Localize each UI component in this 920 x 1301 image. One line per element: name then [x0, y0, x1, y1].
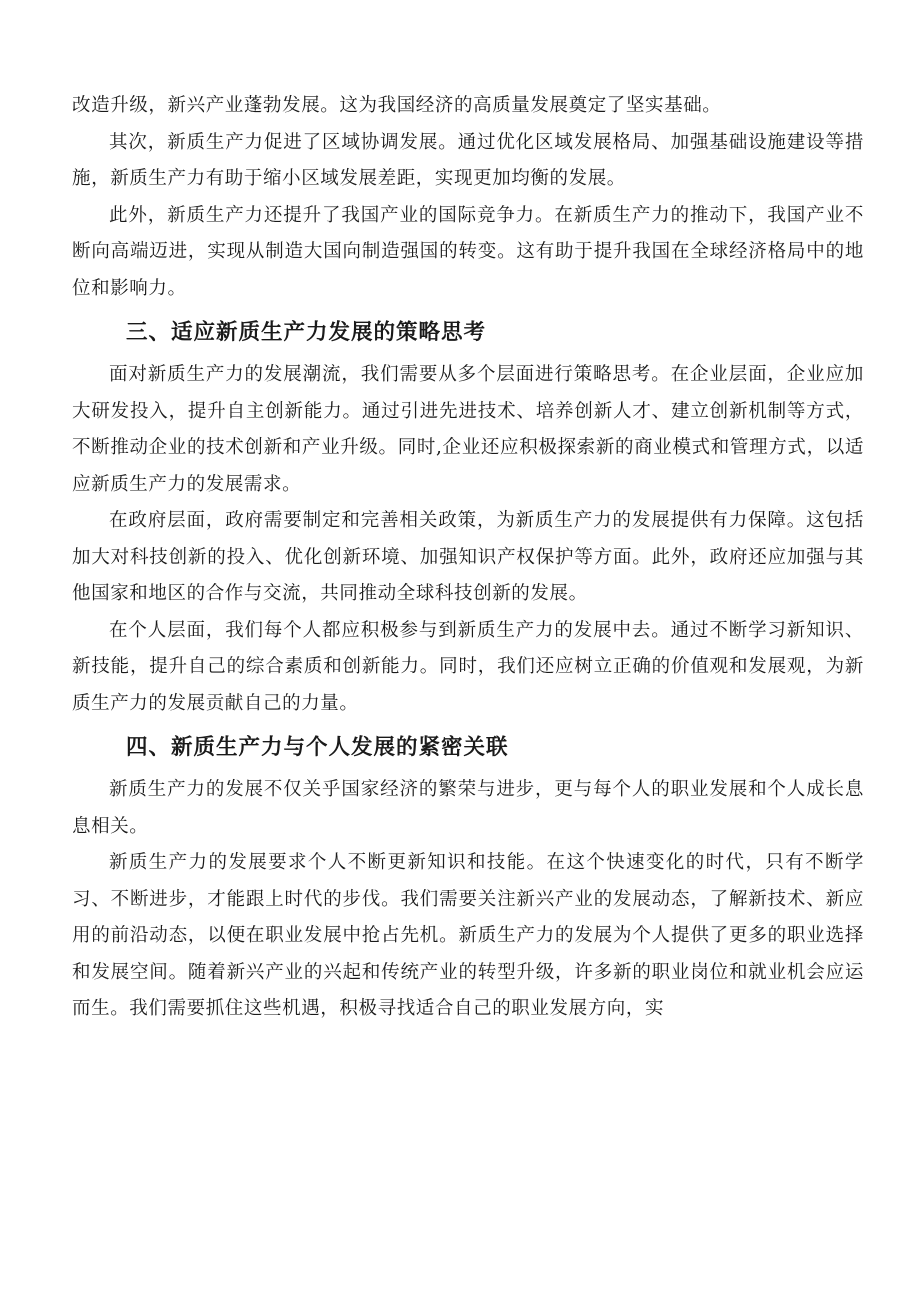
paragraph-individual-level: 在个人层面，我们每个人都应积极参与到新质生产力的发展中去。通过不断学习新知识、新技能，提升自己的综合素质和创新能力。同时，我们还应树立正确的价值观和发展观，为新质生产力的发展贡献自己的力量。 — [72, 619, 864, 714]
paragraph-career-growth: 新质生产力的发展不仅关乎国家经济的繁荣与进步，更与每个人的职业发展和个人成长息息相关。 — [72, 779, 864, 837]
paragraph-government-level: 在政府层面，政府需要制定和完善相关政策，为新质生产力的发展提供有力保障。这包括加大对科技创新的投入、优化创新环境、加强知识产权保护等方面。此外，政府还应加强与其他国家和地区的合作与交流，共同推动全球科技创新的发展。 — [72, 510, 864, 604]
paragraph-upgrade-foundation: 改造升级，新兴产业蓬勃发展。这为我国经济的高质量发展奠定了坚实基础。 — [72, 95, 722, 116]
section-heading-strategy: 三、适应新质生产力发展的策略思考 — [126, 320, 487, 345]
section-heading-personal-development: 四、新质生产力与个人发展的紧密关联 — [126, 735, 509, 760]
paragraph-international-competitiveness: 此外，新质生产力还提升了我国产业的国际竞争力。在新质生产力的推动下，我国产业不断向高端迈进，实现从制造大国向制造强国的转变。这有助于提升我国在全球经济格局中的地位和影响力。 — [72, 204, 864, 299]
paragraph-regional-development: 其次，新质生产力促进了区域协调发展。通过优化区域发展格局、加强基础设施建设等措施，新质生产力有助于缩小区域发展差距，实现更加均衡的发展。 — [72, 131, 864, 189]
paragraph-enterprise-level: 面对新质生产力的发展潮流，我们需要从多个层面进行策略思考。在企业层面，企业应加大研发投入，提升自主创新能力。通过引进先进技术、培养创新人才、建立创新机制等方式，不断推动企业的技术创新和产业升级。同时,企业还应积极探索新的商业模式和管理方式，以适应新质生产力的发展需求。 — [72, 364, 864, 495]
document-body — [72, 88, 864, 1028]
paragraph-skills-update: 新质生产力的发展要求个人不断更新知识和技能。在这个快速变化的时代，只有不断学习、不断进步，才能跟上时代的步伐。我们需要关注新兴产业的发展动态，了解新技术、新应用的前沿动态，以便在职业发展中抢占先机。新质生产力的发展为个人提供了更多的职业选择和发展空间。随着新兴产业的兴起和传统产业的转型升级，许多新的职业岗位和就业机会应运而生。我们需要抓住这些机遇，积极寻找适合自己的职业发展方向，实 — [72, 852, 864, 1019]
